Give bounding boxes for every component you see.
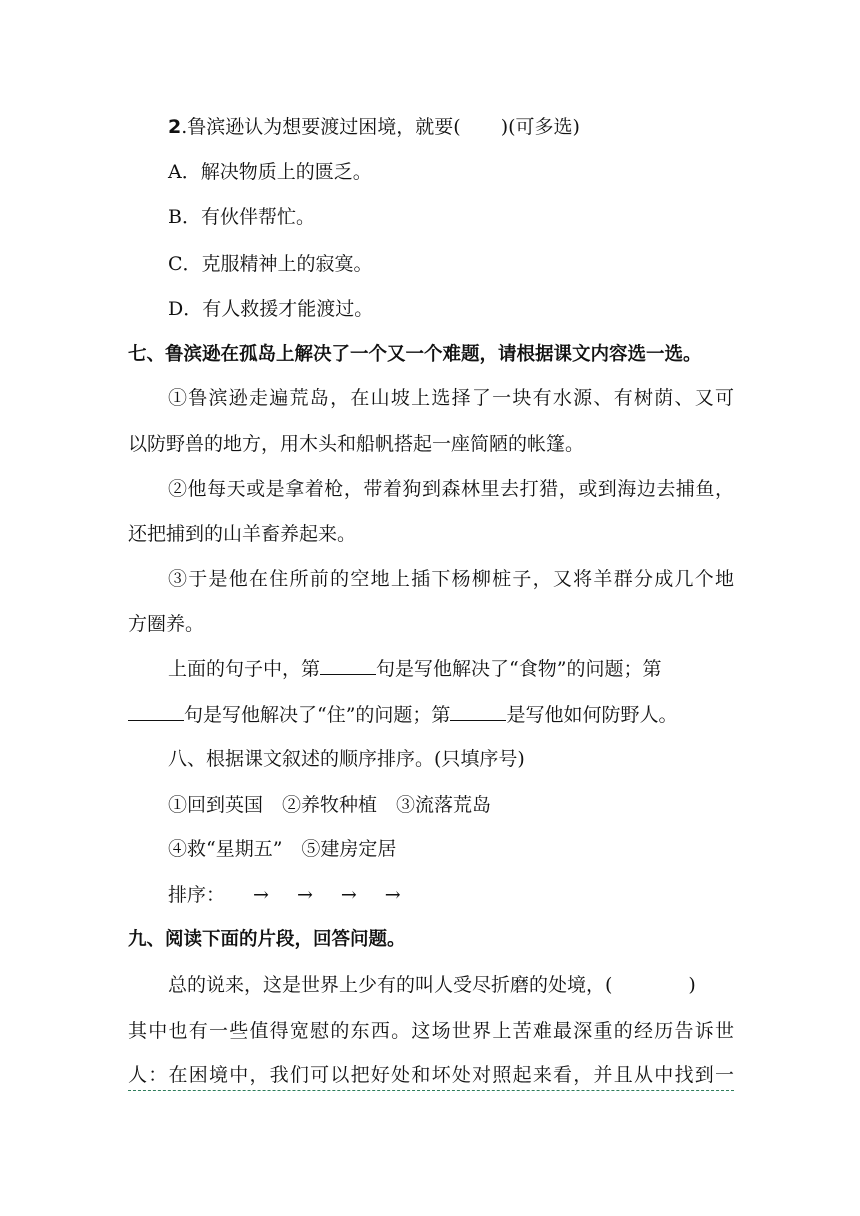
- q2-stem: [168, 114, 768, 140]
- section7-sentence1-line1: ①鲁滨逊走遍荒岛，在山坡上选择了一块有水源、有树荫、又可: [168, 387, 734, 409]
- q2-option-d: D．有人救援才能渡过。: [168, 298, 374, 320]
- section9-paragraph-line1: [168, 972, 734, 998]
- arrow-2: →: [296, 884, 313, 906]
- q2-option-b: B．有伙伴帮忙。: [168, 206, 315, 228]
- section7-sentence2-line2: 还把捕到的山羊畜养起来。: [128, 523, 357, 545]
- section8-order-row: [168, 882, 748, 908]
- section9-line1-close: ): [688, 974, 696, 996]
- section7-heading: 七、鲁滨逊在孤岛上解决了一个又一个难题，请根据课文内容选一选。: [128, 344, 702, 365]
- section9-heading: 九、阅读下面的片段，回答问题。: [128, 929, 406, 950]
- order-label: 排序：: [168, 884, 226, 906]
- section7-q-part1: 上面的句子中，第: [168, 658, 321, 680]
- section7-sentence3-line2: 方圈养。: [128, 613, 205, 635]
- shelter-blank[interactable]: [128, 702, 184, 721]
- arrow-3: →: [340, 884, 357, 906]
- food-blank[interactable]: [320, 656, 376, 675]
- section7-sentence2-line1: ②他每天或是拿着枪，带着狗到森林里去打猎，或到海边去捕鱼，: [168, 478, 734, 500]
- arrow-1: →: [253, 884, 269, 906]
- section9-paragraph-line2: 其中也有一些值得宽慰的东西。这场世界上苦难最深重的经历告诉世: [128, 1020, 734, 1042]
- section7-q-part3: 句是写他解决了“住”的问题；第: [184, 704, 451, 726]
- section8-items-row1: ①回到英国 ②养牧种植 ③流落荒岛: [168, 794, 492, 816]
- savage-blank[interactable]: [450, 702, 506, 721]
- q2-stem-text: .鲁滨逊认为想要渡过困境，就要(: [181, 116, 461, 138]
- section7-question-line2: [128, 702, 748, 728]
- q2-option-c: C．克服精神上的寂寞。: [168, 253, 373, 275]
- section9-line1-text: 总的说来，这是世界上少有的叫人受尽折磨的处境，(: [168, 974, 613, 996]
- section8-heading: 八、根据课文叙述的顺序排序。(只填序号): [168, 748, 525, 770]
- arrow-4: →: [384, 884, 401, 906]
- q2-number: 2: [168, 116, 182, 138]
- section7-q-part2: 句是写他解决了“食物”的问题；第: [376, 658, 662, 680]
- section9-paragraph-line3: 人：在困境中，我们可以把好处和坏处对照起来看，并且从中找到一: [128, 1062, 734, 1091]
- section7-sentence3-line1: ③于是他在住所前的空地上插下杨柳桩子，又将羊群分成几个地: [168, 568, 734, 590]
- section7-q-part4: 是写他如何防野人。: [506, 704, 678, 726]
- section8-items-row2: ④救“星期五” ⑤建房定居: [168, 838, 397, 860]
- q2-option-a: A．解决物质上的匮乏。: [168, 161, 372, 183]
- section7-sentence1-line2: 以防野兽的地方，用木头和船帆搭起一座简陋的帐篷。: [128, 433, 585, 455]
- q2-stem-after: )(可多选): [500, 116, 580, 138]
- section7-question-line1: [168, 656, 748, 682]
